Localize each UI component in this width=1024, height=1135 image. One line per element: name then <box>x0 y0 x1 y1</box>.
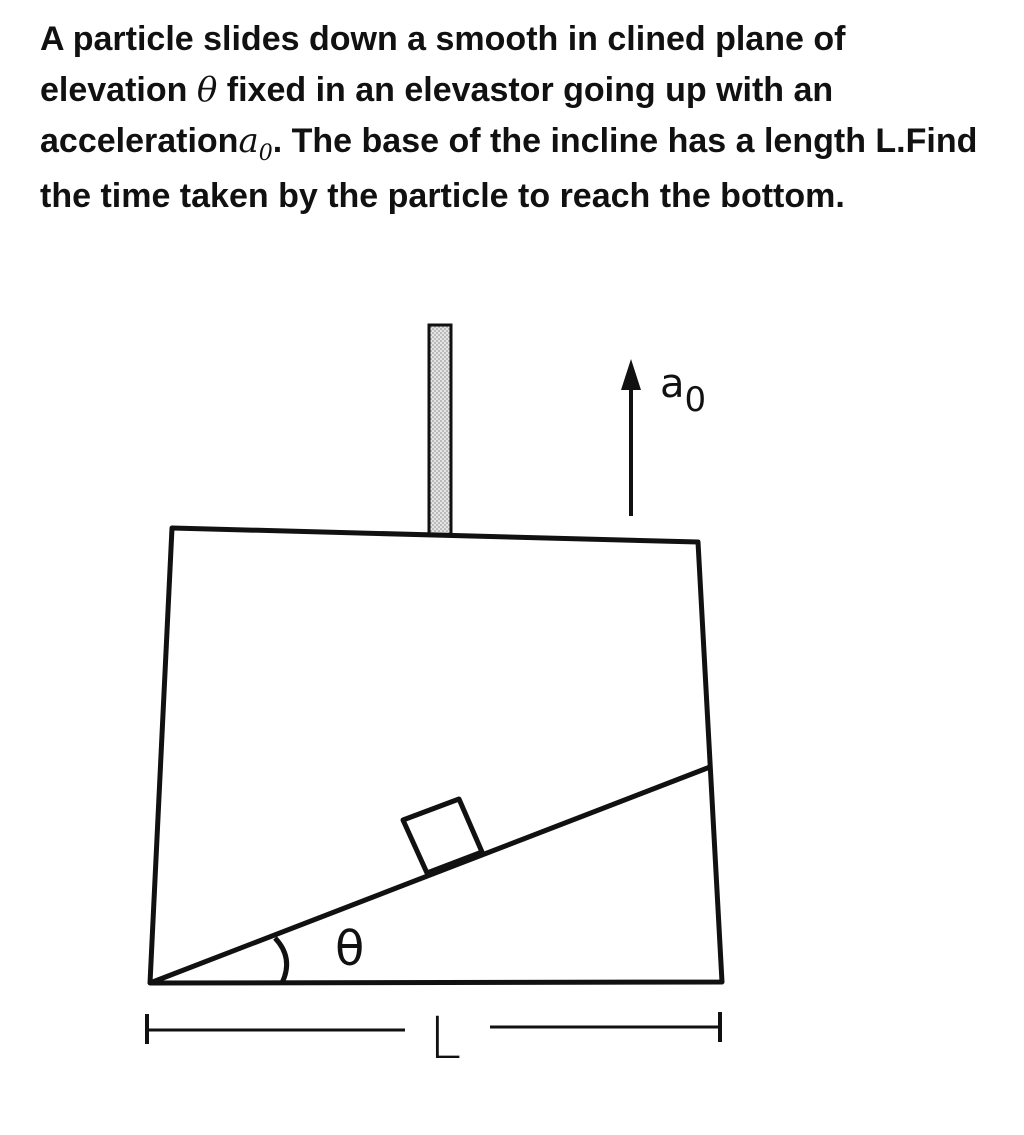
acceleration-label: $a_0$ <box>660 361 707 420</box>
theta-symbol: θ <box>196 70 218 110</box>
acceleration-arrowhead <box>621 359 641 390</box>
length-label: L <box>428 1004 462 1072</box>
elevator-cable <box>429 325 451 535</box>
question-part-2: fixed in an elevastor going up with an acceleration <box>40 71 834 160</box>
acceleration-subscript: 0 <box>258 141 273 166</box>
elevator-box <box>150 528 722 983</box>
angle-arc <box>275 938 287 983</box>
incline-plane <box>150 767 710 983</box>
question-part-3: . The base of the incline has a length L.Find the time taken by the particle to reach the bottom. <box>40 122 978 215</box>
question-part-1: A particle slides down a smooth in clined plane of elevation <box>40 20 846 109</box>
angle-label: θ <box>335 921 365 977</box>
acceleration-symbol: a <box>238 121 259 161</box>
